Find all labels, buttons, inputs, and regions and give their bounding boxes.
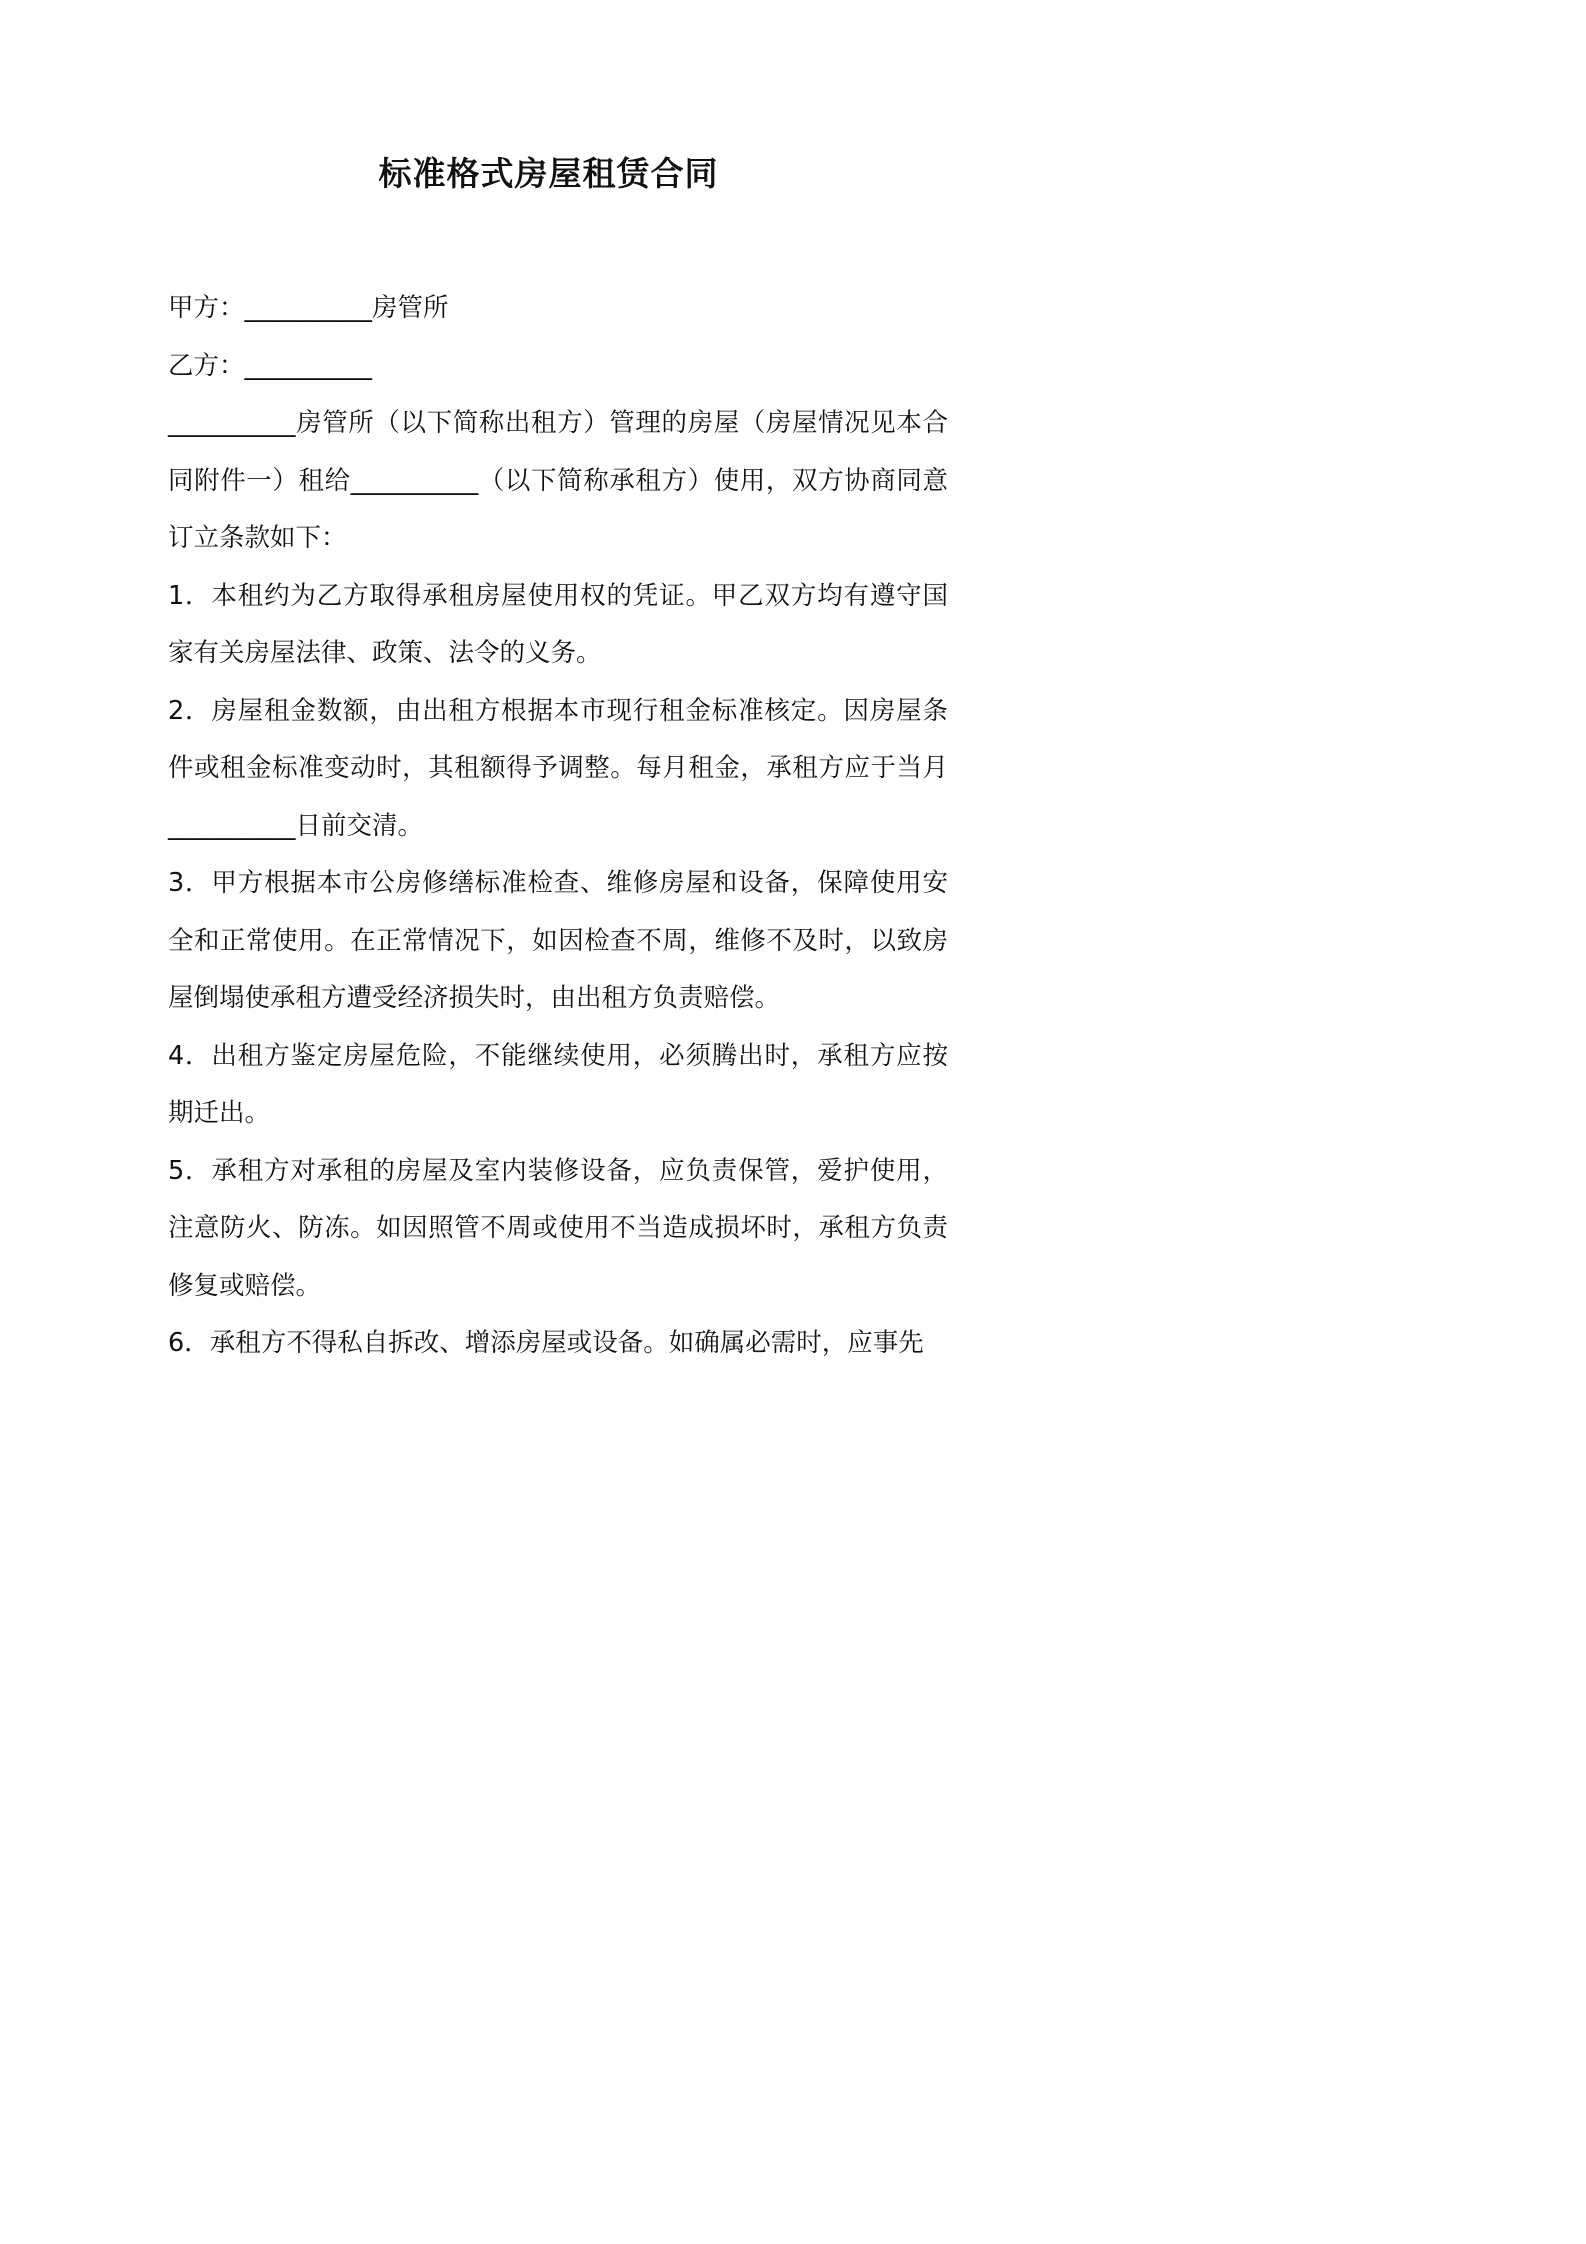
document-page	[0, 0, 1097, 1552]
clause-1: 1．本租约为乙方取得承租房屋使用权的凭证。甲乙双方均有遵守国家有关房屋法律、政策、法令的义务。	[168, 580, 948, 668]
document-body	[168, 280, 948, 1373]
clause-2: 2．房屋租金数额，由出租方根据本市现行租金标准核定。因房屋条件或租金标准变动时，其租额得予调整。每月租金，承租方应于当月__________日前交清。	[168, 695, 948, 841]
clause-4: 4．出租方鉴定房屋危险，不能继续使用，必须腾出时，承租方应按期迁出。	[168, 1040, 948, 1128]
intro-paragraph: __________房管所（以下简称出租方）管理的房屋（房屋情况见本合同附件一）租给__________（以下简称承租方）使用，双方协商同意订立条款如下：	[168, 408, 948, 553]
clause-6: 6．承租方不得私自拆改、增添房屋或设备。如确属必需时，应事先	[168, 1328, 924, 1358]
document-title: 标准格式房屋租赁合同	[378, 154, 719, 193]
clause-3: 3．甲方根据本市公房修缮标准检查、维修房屋和设备，保障使用安全和正常使用。在正常情况下，如因检查不周，维修不及时，以致房屋倒塌使承租方遭受经济损失时，由出租方负责赔偿。	[168, 868, 948, 1013]
party-a-line: 甲方：__________房管所	[168, 293, 449, 323]
party-b-line: 乙方：__________	[168, 350, 373, 381]
clause-5: 5．承租方对承租的房屋及室内装修设备，应负责保管，爱护使用，注意防火、防冻。如因照管不周或使用不当造成损坏时，承租方负责修复或赔偿。	[168, 1155, 948, 1301]
